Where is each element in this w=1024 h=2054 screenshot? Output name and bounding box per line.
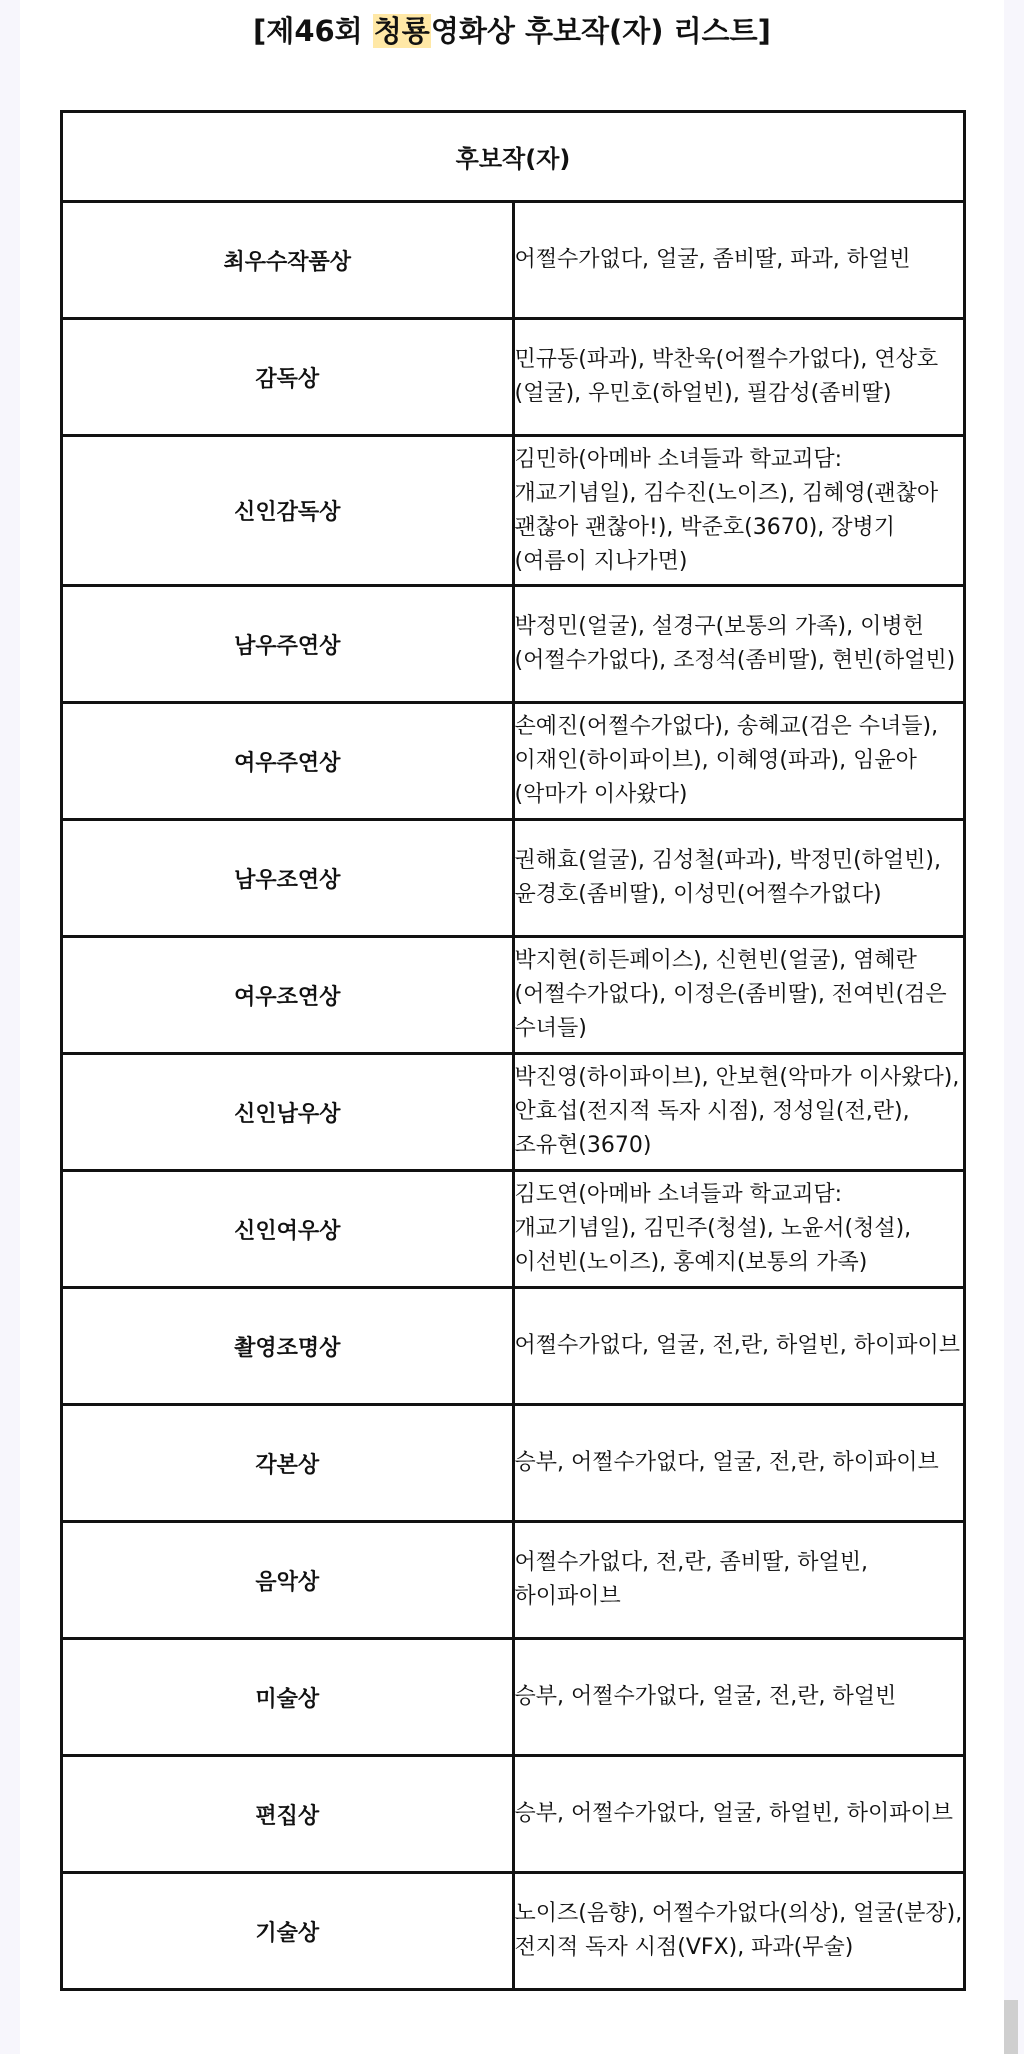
table-header-row <box>62 112 965 202</box>
title-prefix: [제46회 <box>253 14 373 48</box>
table-row <box>62 820 965 937</box>
nominee-list: 손예진(어쩔수가없다), 송혜교(검은 수녀들), 이재인(하이파이브), 이혜영(파과), 임윤아(악마가 이사왔다) <box>513 703 965 820</box>
award-category: 기술상 <box>62 1873 514 1990</box>
award-category: 촬영조명상 <box>62 1288 514 1405</box>
page-title <box>20 6 1004 56</box>
award-category: 최우수작품상 <box>62 202 514 319</box>
award-category: 감독상 <box>62 319 514 436</box>
award-category: 신인감독상 <box>62 436 514 586</box>
table-row <box>62 937 965 1054</box>
award-category: 신인남우상 <box>62 1054 514 1171</box>
nominee-list: 권해효(얼굴), 김성철(파과), 박정민(하얼빈), 윤경호(좀비딸), 이성민(어쩔수가없다) <box>513 820 965 937</box>
nominee-list: 어쩔수가없다, 얼굴, 전,란, 하얼빈, 하이파이브 <box>513 1288 965 1405</box>
table-body <box>62 202 965 1990</box>
table-row <box>62 703 965 820</box>
table-row <box>62 1054 965 1171</box>
nominee-list: 박진영(하이파이브), 안보현(악마가 이사왔다), 안효섭(전지적 독자 시점), 정성일(전,란), 조유현(3670) <box>513 1054 965 1171</box>
nominees-table <box>60 110 966 1991</box>
award-category: 미술상 <box>62 1639 514 1756</box>
award-category: 신인여우상 <box>62 1171 514 1288</box>
award-category: 음악상 <box>62 1522 514 1639</box>
article-page <box>20 0 1004 2054</box>
table-row <box>62 319 965 436</box>
nominee-list: 승부, 어쩔수가없다, 얼굴, 전,란, 하이파이브 <box>513 1405 965 1522</box>
table-row <box>62 1639 965 1756</box>
table-row <box>62 1405 965 1522</box>
nominee-list: 민규동(파과), 박찬욱(어쩔수가없다), 연상호(얼굴), 우민호(하얼빈), 필감성(좀비딸) <box>513 319 965 436</box>
award-category: 편집상 <box>62 1756 514 1873</box>
table-row <box>62 586 965 703</box>
title-highlight: 청룡 <box>373 14 430 48</box>
award-category: 각본상 <box>62 1405 514 1522</box>
table-row <box>62 1756 965 1873</box>
nominee-list: 노이즈(음향), 어쩔수가없다(의상), 얼굴(분장), 전지적 독자 시점(VFX), 파과(무술) <box>513 1873 965 1990</box>
title-suffix: 영화상 후보작(자) 리스트] <box>430 14 771 48</box>
nominee-list: 김도연(아메바 소녀들과 학교괴담: 개교기념일), 김민주(청설), 노윤서(청설), 이선빈(노이즈), 홍예지(보통의 가족) <box>513 1171 965 1288</box>
nominee-list: 김민하(아메바 소녀들과 학교괴담: 개교기념일), 김수진(노이즈), 김혜영(괜찮아 괜찮아 괜찮아!), 박준호(3670), 장병기(여름이 지나가면) <box>513 436 965 586</box>
nominee-list: 어쩔수가없다, 얼굴, 좀비딸, 파과, 하얼빈 <box>513 202 965 319</box>
nominee-list: 박정민(얼굴), 설경구(보통의 가족), 이병헌(어쩔수가없다), 조정석(좀비딸), 현빈(하얼빈) <box>513 586 965 703</box>
table-row <box>62 1288 965 1405</box>
table-row <box>62 202 965 319</box>
table-row <box>62 1171 965 1288</box>
award-category: 여우조연상 <box>62 937 514 1054</box>
nominee-list: 승부, 어쩔수가없다, 얼굴, 하얼빈, 하이파이브 <box>513 1756 965 1873</box>
table-row <box>62 1873 965 1990</box>
nominee-list: 승부, 어쩔수가없다, 얼굴, 전,란, 하얼빈 <box>513 1639 965 1756</box>
award-category: 남우조연상 <box>62 820 514 937</box>
nominee-list: 어쩔수가없다, 전,란, 좀비딸, 하얼빈, 하이파이브 <box>513 1522 965 1639</box>
award-category: 남우주연상 <box>62 586 514 703</box>
award-category: 여우주연상 <box>62 703 514 820</box>
nominee-list: 박지현(히든페이스), 신현빈(얼굴), 염혜란(어쩔수가없다), 이정은(좀비딸), 전여빈(검은 수녀들) <box>513 937 965 1054</box>
table-row <box>62 436 965 586</box>
table-header: 후보작(자) <box>62 112 965 202</box>
scrollbar-thumb[interactable] <box>1004 2000 1018 2054</box>
table-row <box>62 1522 965 1639</box>
